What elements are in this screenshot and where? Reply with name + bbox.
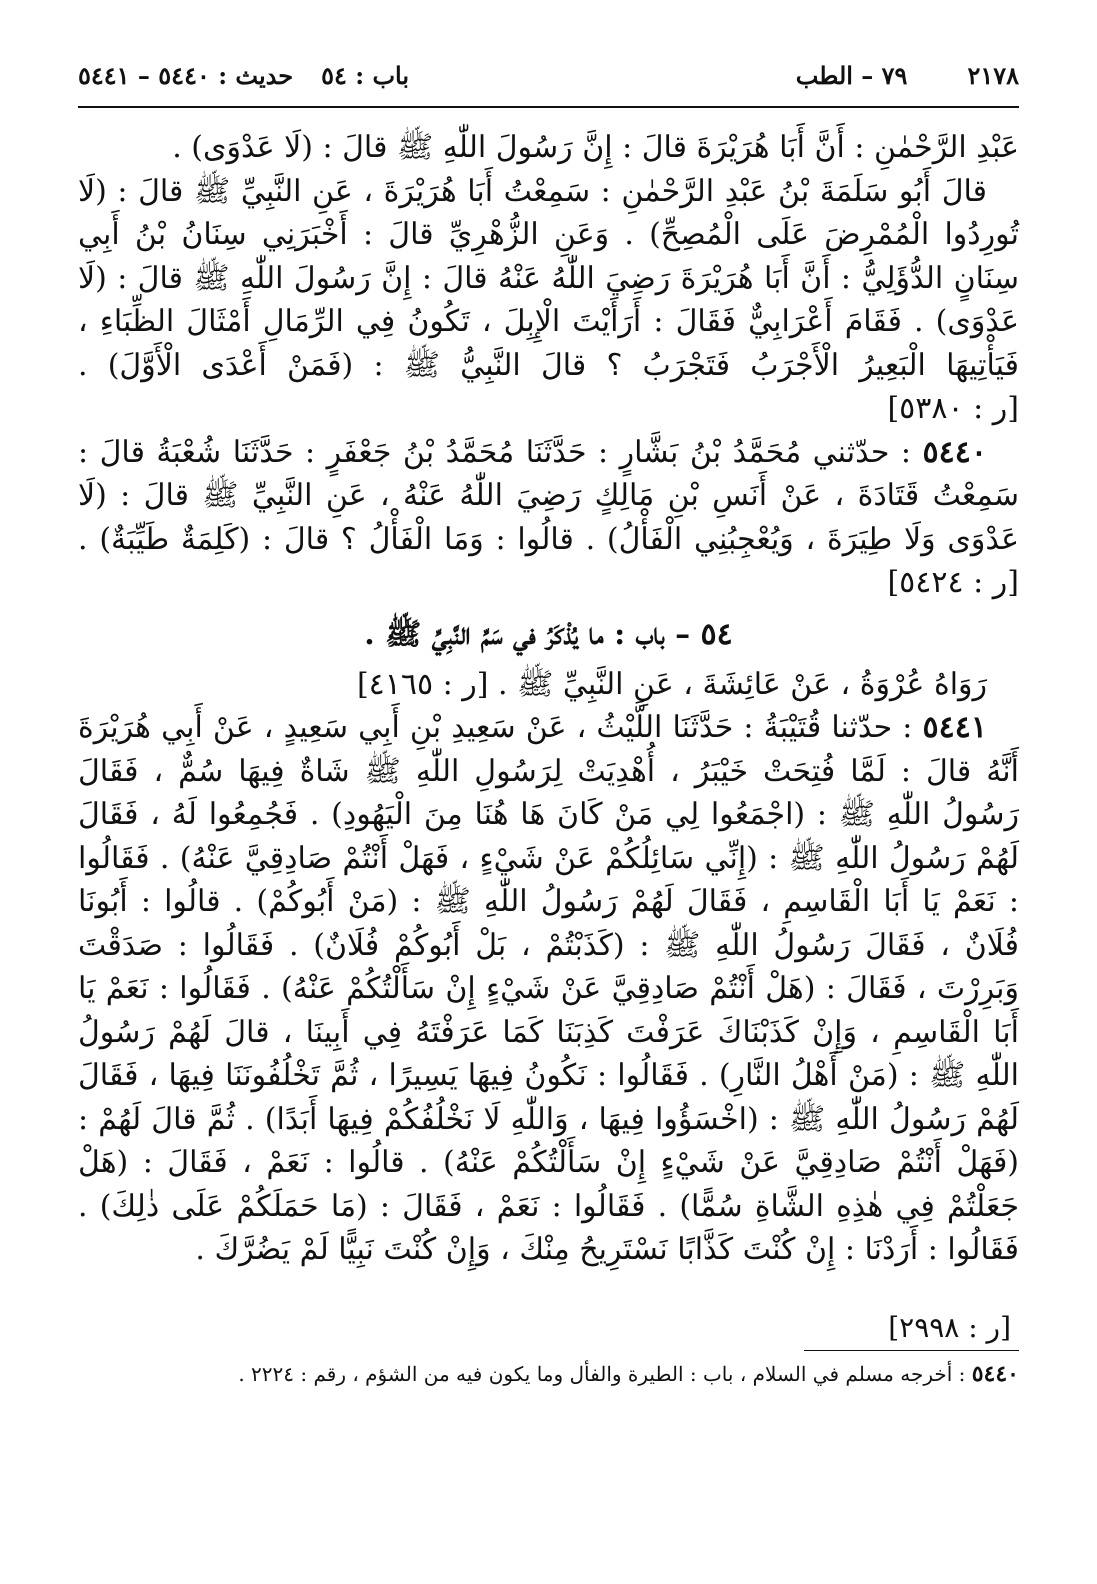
hadith-number: ٥٤٤٠: [922, 434, 987, 470]
hadith-5440: [78, 431, 1019, 605]
chapter-heading: ٥٤ – باب : ما يُذْكَرُ في سَمِّ النَّبِيِّ ﷺ .: [364, 616, 733, 652]
bab-label: باب : ٥٤: [321, 60, 410, 90]
paragraph-2-ref: [ر : ٥٣٨٠]: [887, 391, 1019, 426]
hadith-text: : حدّثنا قُتَيْبَةُ : حَدَّثَنَا اللَّيْثُ ، عَنْ سَعِيدِ بْنِ أَبِي سَعِيدٍ ، عَنْ أَبِي هُرَيْرَةَ أَنَّهُ قالَ : لَمَّا فُتِحَتْ خَيْبَرُ ، أُهْدِيَتْ لِرَسُولِ اللّٰهِ ﷺ شَاةٌ فِيهَا سُمٌّ ، فَقَالَ رَسُولُ اللّٰهِ ﷺ : (اجْمَعُوا لِي مَنْ كَانَ هَا هُنَا مِنَ الْيَهُودِ) . فَجُمِعُوا لَهُ ، فَقَالَ لَهُمْ رَسُولُ اللّٰهِ ﷺ : (إِنِّي سَائِلُكُمْ عَنْ شَيْءٍ ، فَهَلْ أَنْتُمْ صَادِقِيَّ عَنْهُ) . فَقَالُوا : نَعَمْ يَا أَبَا الْقَاسِمِ ، فَقَالَ لَهُمْ رَسُولُ اللّٰهِ ﷺ : (مَنْ أَبُوكُمْ) . قالُوا : أَبُونَا فُلَانٌ ، فَقَالَ رَسُولُ اللّٰهِ ﷺ : (كَذَبْتُمْ ، بَلْ أَبُوكُمْ فُلَانٌ) . فَقَالُوا : صَدَقْتَ وَبَرِرْتَ ، فَقَالَ : (هَلْ أَنْتُمْ صَادِقِيَّ عَنْ شَيْءٍ إِنْ سَأَلْتُكُمْ عَنْهُ) . فَقَالُوا : نَعَمْ يَا أَبَا الْقَاسِمِ ، وَإِنْ كَذَبْنَاكَ عَرَفْتَ كَذِبَنَا كَمَا عَرَفْتَهُ فِي أَبِينَا ، قالَ لَهُمْ رَسُولُ اللّٰهِ ﷺ : (مَنْ أَهْلُ النَّارِ) . فَقَالُوا : نَكُونُ فِيهَا يَسِيرًا ، ثُمَّ تَخْلُفُونَنَا فِيهَا ، فَقَالَ لَهُمْ رَسُولُ اللّٰهِ ﷺ : (اخْسَؤُوا فِيهَا ، وَاللّٰهِ لَا نَخْلُفُكُمْ فِيهَا أَبَدًا) . ثُمَّ قالَ لَهُمْ : (فَهَلْ أَنْتُمْ صَادِقِيَّ عَنْ شَيْءٍ إِنْ سَأَلْتُكُمْ عَنْهُ) . قالُوا : نَعَمْ ، فَقَالَ : (هَلْ جَعَلْتُمْ فِي هٰذِهِ الشَّاةِ سُمًّا) . فَقَالُوا : نَعَمْ ، فَقَالَ : (مَا حَمَلَكُمْ عَلَى ذٰلِكَ) . فَقَالُوا : أَرَدْنَا : إِنْ كُنْتَ كَذَّابًا نَسْتَرِيحُ مِنْكَ ، وَإِنْ كُنْتَ نَبِيًّا لَمْ يَضُرَّكَ .: [78, 710, 1019, 1267]
hadith-number: ٥٤٤١: [922, 710, 987, 745]
header-right: [796, 61, 1019, 90]
header-rule: [78, 106, 1019, 108]
paragraph-2: [78, 170, 1019, 431]
running-header: [78, 52, 1019, 98]
chapter-note-ref: [ر : ٤١٦٥]: [356, 666, 489, 702]
footnote-number: ٥٤٤٠: [971, 1360, 1019, 1387]
hadith-5441: [78, 706, 1019, 1272]
footnote-area: [78, 1310, 1019, 1389]
chapter-note: [78, 663, 1019, 707]
chapter-note-text: رَوَاهُ عُرْوَةُ ، عَنْ عَائِشَةَ ، عَنِ النَّبِيِّ ﷺ .: [498, 666, 987, 702]
footnote-rule: [804, 1350, 1019, 1351]
hadith-range: حديث : ٥٤٤٠ – ٥٤٤١: [78, 60, 294, 90]
hadith-text: : حدّثني مُحَمَّدُ بْنُ بَشَّارٍ : حَدَّثَنَا مُحَمَّدُ بْنُ جَعْفَرٍ : حَدَّثَنَا شُعْبَةُ قالَ : سَمِعْتُ قَتَادَةَ ، عَنْ أَنَسِ بْنِ مَالِكٍ رَضِيَ اللّٰهُ عَنْهُ ، عَنِ النَّبِيِّ ﷺ قالَ : (لَا عَدْوَى وَلَا طِيَرَةَ ، وَيُعْجِبُنِي الْفَأْلُ) . قالُوا : وَمَا الْفَأْلُ ؟ قالَ : (كَلِمَةٌ طَيِّبَةٌ) .: [78, 434, 1019, 557]
header-left: [78, 61, 409, 90]
paragraph-2-text: قالَ أَبُو سَلَمَةَ بْنُ عَبْدِ الرَّحْمٰنِ : سَمِعْتُ أَبَا هُرَيْرَةَ ، عَنِ النَّبِيِّ ﷺ قالَ : (لَا تُورِدُوا الْمُمْرِضَ عَلَى الْمُصِحِّ) . وَعَنِ الزُّهْرِيِّ قالَ : أَخْبَرَنِي سِنَانُ بْنُ أَبِي سِنَانٍ الدُّؤَلِيُّ : أَنَّ أَبَا هُرَيْرَةَ رَضِيَ اللّٰهُ عَنْهُ قالَ : إِنَّ رَسُولَ اللّٰهِ ﷺ قالَ : (لَا عَدْوَى) . فَقَامَ أَعْرَابِيٌّ فَقَالَ : أَرَأَيْتَ الْإِبِلَ ، تَكُونُ فِي الرِّمَالِ أَمْثَالَ الظِّبَاءِ ، فَيَأْتِيهَا الْبَعِيرُ الْأَجْرَبُ فَتَجْرَبُ ؟ قالَ النَّبِيُّ ﷺ : (فَمَنْ أَعْدَى الْأَوَّلَ) .: [78, 173, 1020, 383]
hadith-5441-ref: [ر : ٢٩٩٨]: [888, 1310, 1011, 1344]
paragraph-1: عَبْدِ الرَّحْمٰنِ : أَنَّ أَبَا هُرَيْرَةَ قالَ : إِنَّ رَسُولَ اللّٰهِ ﷺ قالَ : (لَا عَدْوَى) .: [172, 130, 1019, 165]
page-number: ٢١٧٨: [967, 60, 1019, 90]
hadith-ref: [ر : ٥٤٢٤]: [887, 565, 1019, 600]
footnote-text: : أخرجه مسلم في السلام ، باب : الطيرة والفأل وما يكون فيه من الشؤم ، رقم : ٢٢٢٤ .: [238, 1361, 966, 1386]
footnote: [78, 1359, 1019, 1389]
book-title: ٧٩ – الطب: [795, 60, 908, 90]
main-text: [78, 126, 1019, 1272]
